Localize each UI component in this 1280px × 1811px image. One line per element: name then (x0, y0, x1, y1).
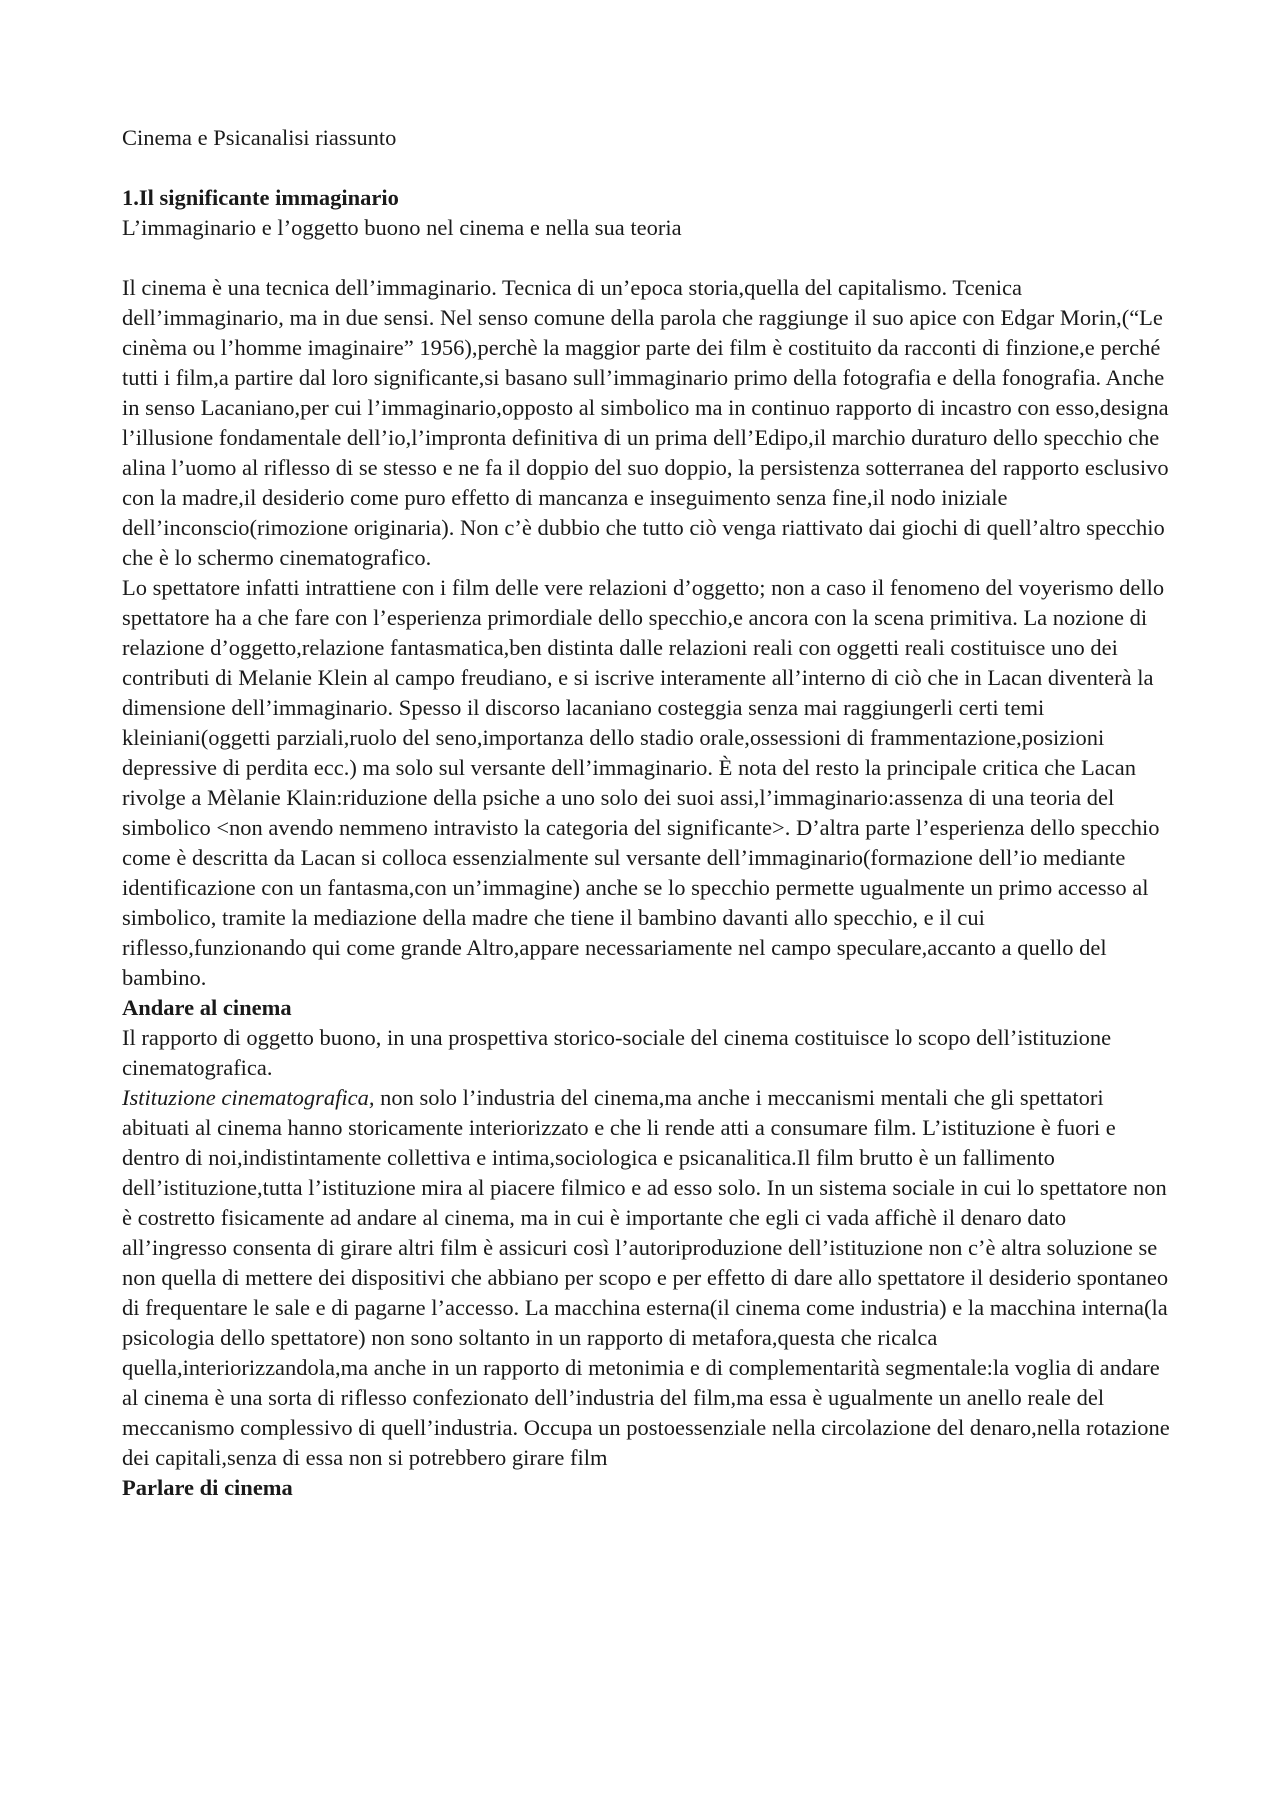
chapter-subtitle: L’immaginario e l’oggetto buono nel cinema e nella sua teoria (122, 215, 682, 240)
section-heading-parlare-di-cinema: Parlare di cinema (122, 1475, 293, 1500)
chapter-heading: 1.Il significante immaginario (122, 185, 399, 210)
paragraph-4-italic-term: Istituzione cinematografica, (122, 1085, 375, 1110)
spacer (122, 243, 1172, 273)
paragraph-2: Lo spettatore infatti intrattiene con i film delle vere relazioni d’oggetto; non a caso il fenomeno del voyerismo dello spettatore ha a che fare con l’esperienza primordiale dello specchio,e ancora con la scena primitiva. La nozione di relazione d’oggetto,relazione fantasmatica,ben distinta dalle relazioni reali con oggetti reali costituisce uno dei contributi di Melanie Klein al campo freudiano, e si iscrive interamente all’interno di ciò che in Lacan diventerà la dimensione dell’immaginario. Spesso il discorso lacaniano costeggia senza mai raggiungerli certi temi kleiniani(oggetti parziali,ruolo del seno,importanza dello stadio orale,ossessioni di frammentazione,posizioni depressive di perdita ecc.) ma solo sul versante dell’immaginario. È nota del resto la principale critica che Lacan rivolge a Mèlanie Klain:riduzione della psiche a uno solo dei suoi assi,l’immaginario:assenza di una teoria del simbolico <non avendo nemmeno intravisto la categoria del significante>. D’altra parte l’esperienza dello specchio come è descritta da Lacan si colloca essenzialmente sul versante dell’immaginario(formazione dell’io mediante identificazione con un fantasma,con un’immagine) anche se lo specchio permette ugualmente un primo accesso al simbolico, tramite la mediazione della madre che tiene il bambino davanti allo specchio, e il cui riflesso,funzionando qui come grande Altro,appare necessariamente nel campo speculare,accanto a quello del bambino. (122, 575, 1165, 990)
spacer (122, 153, 1172, 183)
paragraph-3: Il rapporto di oggetto buono, in una prospettiva storico-sociale del cinema costituisce lo scopo dell’istituzione cinematografica. (122, 1025, 1112, 1080)
section-heading-andare-al-cinema: Andare al cinema (122, 995, 292, 1020)
document-title: Cinema e Psicanalisi riassunto (122, 125, 397, 150)
paragraph-4 (122, 1083, 1172, 1473)
paragraph-1: Il cinema è una tecnica dell’immaginario. Tecnica di un’epoca storia,quella del capitalismo. Tcenica dell’immaginario, ma in due sensi. Nel senso comune della parola che raggiunge il suo apice con Edgar Morin,(“Le cinèma ou l’homme imaginaire” 1956),perchè la maggior parte dei film è costituito da racconti di finzione,e perché tutti i film,a partire dal loro significante,si basano sull’immaginario primo della fotografia e della fonografia. Anche in senso Lacaniano,per cui l’immaginario,opposto al simbolico ma in continuo rapporto di incastro con esso,designa l’illusione fondamentale dell’io,l’impronta definitiva di un prima dell’Edipo,il marchio duraturo dello specchio che alina l’uomo al riflesso di se stesso e ne fa il doppio del suo doppio, la persistenza sotterranea del rapporto esclusivo con la madre,il desiderio come puro effetto di mancanza e inseguimento senza fine,il nodo iniziale dell’inconscio(rimozione originaria). Non c’è dubbio che tutto ciò venga riattivato dai giochi di quell’altro specchio che è lo schermo cinematografico. (122, 275, 1169, 570)
paragraph-4-text: non solo l’industria del cinema,ma anche i meccanismi mentali che gli spettatori abituati al cinema hanno storicamente interiorizzato e che li rende atti a consumare film. L’istituzione è fuori e dentro di noi,indistintamente collettiva e intima,sociologica e psicanalitica.Il film brutto è un fallimento dell’istituzione,tutta l’istituzione mira al piacere filmico e ad esso solo. In un sistema sociale in cui lo spettatore non è costretto fisicamente ad andare al cinema, ma in cui è importante che egli ci vada affichè il denaro dato all’ingresso consenta di girare altri film è assicuri così l’autoriproduzione dell’istituzione non c’è altra soluzione se non quella di mettere dei dispositivi che abbiano per scopo e per effetto di dare allo spettatore il desiderio spontaneo di frequentare le sale e di pagarne l’accesso. La macchina esterna(il cinema come industria) e la macchina interna(la psicologia dello spettatore) non sono soltanto in un rapporto di metafora,questa che ricalca quella,interiorizzandola,ma anche in un rapporto di metonimia e di complementarità segmentale:la voglia di andare al cinema è una sorta di riflesso confezionato dell’industria del film,ma essa è ugualmente un anello reale del meccanismo complessivo di quell’industria. Occupa un postoessenziale nella circolazione del denaro,nella rotazione dei capitali,senza di essa non si potrebbero girare film (122, 1085, 1170, 1470)
document-body (122, 123, 1172, 1503)
